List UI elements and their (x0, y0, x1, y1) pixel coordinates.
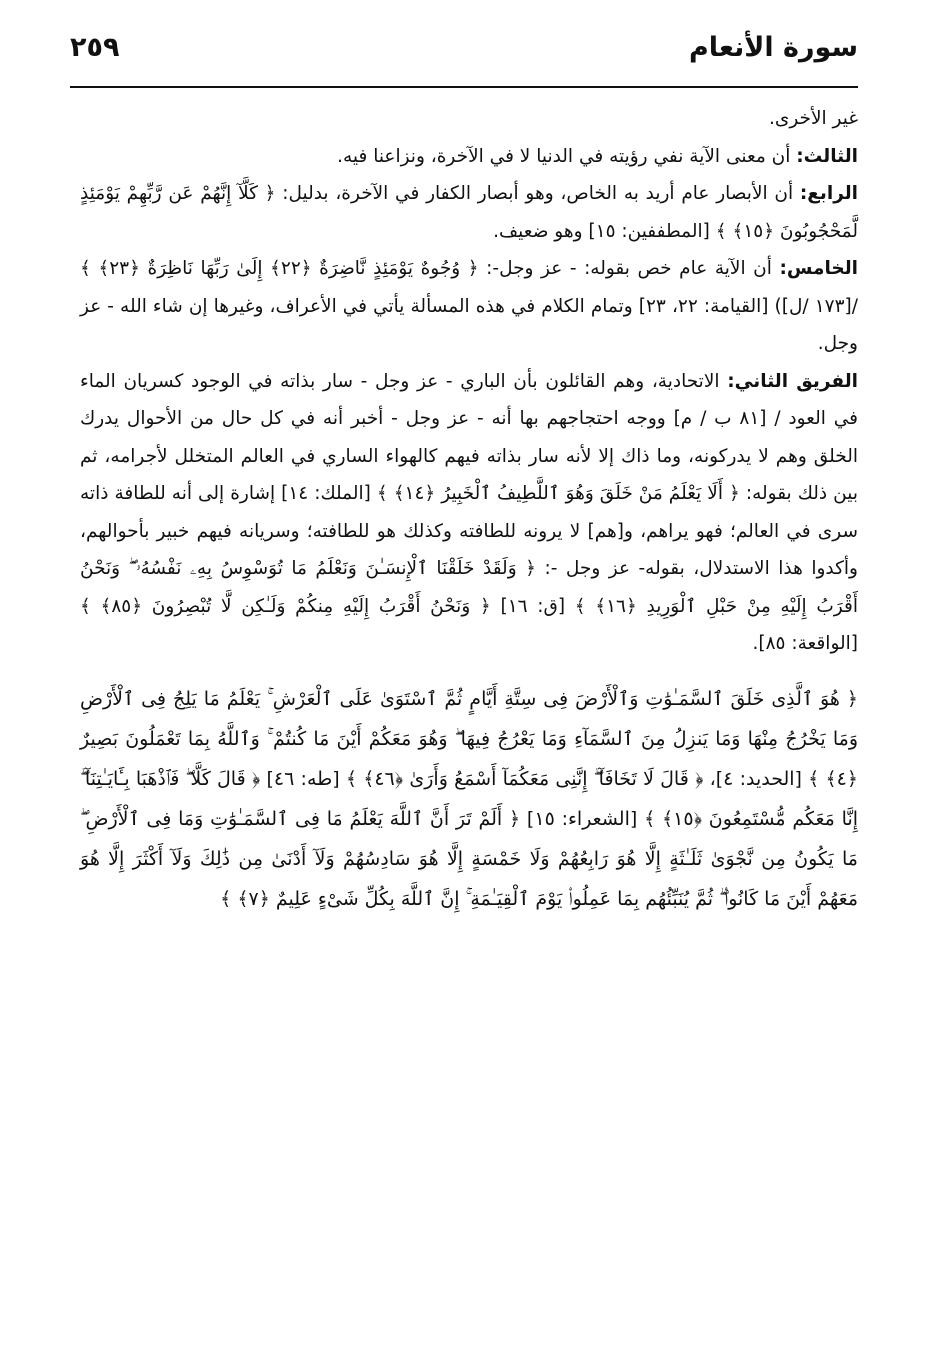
section-gap (80, 663, 858, 679)
paragraph-text: الاتحادية، وهم القائلون بأن الباري - عز وجل - سار بذاته في الوجود كسريان الماء في العود / [٨١ ب / م] ووجه احتجاجهم بها أنه - عز وجل - أخبر أنه في كل حال من الأحوال يدرك الخلق وهم لا يدركونه، وما ذاك إلا لأنه سار بذاته فيهم كالهواء الساري في العالم المتخلل لأجرامه، ثم بين ذلك بقوله: ﴿ أَلَا يَعْلَمُ مَنْ خَلَقَ وَهُوَ ٱللَّطِيفُ ٱلْخَبِيرُ ﴿١٤﴾ ﴾ [الملك: ١٤] إشارة إلى أنه للطافة ذاته سرى في العالم؛ فهو يراهم، و[هم] لا يرونه للطافته وكذلك هو للطافته؛ وسريانه فيهم خبير بأحوالهم، وأكدوا هذا الاستدلال، بقوله- عز وجل -: ﴿ وَلَقَدْ خَلَقْنَا ٱلْإِنسَـٰنَ وَنَعْلَمُ مَا تُوَسْوِسُ بِهِۦ نَفْسُهُۥ ۖ وَنَحْنُ أَقْرَبُ إِلَيْهِ مِنْ حَبْلِ ٱلْوَرِيدِ ﴿١٦﴾ ﴾ [ق: ١٦] ﴿ وَنَحْنُ أَقْرَبُ إِلَيْهِ مِنكُمْ وَلَـٰكِن لَّا تُبْصِرُونَ ﴿٨٥﴾ ﴾ [الواقعة: ٨٥]. (80, 370, 858, 654)
commentary-paragraph (80, 138, 858, 176)
paragraph-label: الخامس: (779, 258, 859, 279)
commentary-paragraph (80, 363, 858, 663)
quran-verses-block (80, 679, 858, 919)
surah-title: سورة الأنعام (688, 32, 858, 63)
page-body (80, 100, 858, 919)
commentary-paragraph (80, 250, 858, 363)
paragraph-text: غير الأخرى. (768, 108, 858, 129)
page-header (70, 26, 858, 82)
paragraph-label: الثالث: (796, 145, 858, 167)
commentary-paragraph (80, 175, 858, 250)
paragraph-label: الرابع: (799, 183, 858, 204)
quran-verses: ﴿ هُوَ ٱلَّذِى خَلَقَ ٱلسَّمَـٰوَٰتِ وَٱلْأَرْضَ فِى سِتَّةِ أَيَّامٍ ثُمَّ ٱسْتَوَىٰ عَلَى ٱلْعَرْشِ ۚ يَعْلَمُ مَا يَلِجُ فِى ٱلْأَرْضِ وَمَا يَخْرُجُ مِنْهَا وَمَا يَنزِلُ مِنَ ٱلسَّمَآءِ وَمَا يَعْرُجُ فِيهَا ۖ وَهُوَ مَعَكُمْ أَيْنَ مَا كُنتُمْ ۚ وَٱللَّهُ بِمَا تَعْمَلُونَ بَصِيرٌ ﴿٤﴾ ﴾ [الحديد: ٤]، ﴿ قَالَ لَا تَخَافَآ ۖ إِنَّنِى مَعَكُمَآ أَسْمَعُ وَأَرَىٰ ﴿٤٦﴾ ﴾ [طه: ٤٦] ﴿ قَالَ كَلَّا ۖ فَٱذْهَبَا بِـَٔايَـٰتِنَآ ۖ إِنَّا مَعَكُم مُّسْتَمِعُونَ ﴿١٥﴾ ﴾ [الشعراء: ١٥] ﴿ أَلَمْ تَرَ أَنَّ ٱللَّهَ يَعْلَمُ مَا فِى ٱلسَّمَـٰوَٰتِ وَمَا فِى ٱلْأَرْضِ ۖ مَا يَكُونُ مِن نَّجْوَىٰ ثَلَـٰثَةٍ إِلَّا هُوَ رَابِعُهُمْ وَلَا خَمْسَةٍ إِلَّا هُوَ سَادِسُهُمْ وَلَآ أَدْنَىٰ مِن ذَٰلِكَ وَلَآ أَكْثَرَ إِلَّا هُوَ مَعَهُمْ أَيْنَ مَا كَانُوا۟ ۖ ثُمَّ يُنَبِّئُهُم بِمَا عَمِلُوا۟ يَوْمَ ٱلْقِيَـٰمَةِ ۚ إِنَّ ٱللَّهَ بِكُلِّ شَىْءٍ عَلِيمٌ ﴿٧﴾ ﴾ (80, 687, 859, 910)
paragraph-text: أن الآية عام خص بقوله: - عز وجل-: ﴿ وُجُوهٌ يَوْمَئِذٍ نَّاضِرَةٌ ﴿٢٢﴾ إِلَىٰ رَبِّهَا نَاظِرَةٌ ﴿٢٣﴾ ﴾ /[١٧٣ /ل]) [القيامة: ٢٢، ٢٣] وتمام الكلام في هذه المسألة يأتي في الأعراف، وغيرها إن شاء الله - عز وجل. (80, 258, 858, 354)
paragraph-text: أن معنى الآية نفي رؤيته في الدنيا لا في الآخرة، ونزاعنا فيه. (337, 145, 797, 167)
paragraph-text: أن الأبصار عام أريد به الخاص، وهو أبصار الكفار في الآخرة، بدليل: ﴿ كَلَّآ إِنَّهُمْ عَن رَّبِّهِمْ يَوْمَئِذٍ لَّمَحْجُوبُونَ ﴿١٥﴾ ﴾ [المطففين: ١٥] وهو ضعيف. (80, 183, 858, 242)
paragraph-label: الفريق الثاني: (727, 370, 858, 392)
page-number: ٢٥٩ (70, 32, 120, 63)
header-divider (70, 86, 858, 88)
commentary-paragraph (80, 100, 858, 138)
